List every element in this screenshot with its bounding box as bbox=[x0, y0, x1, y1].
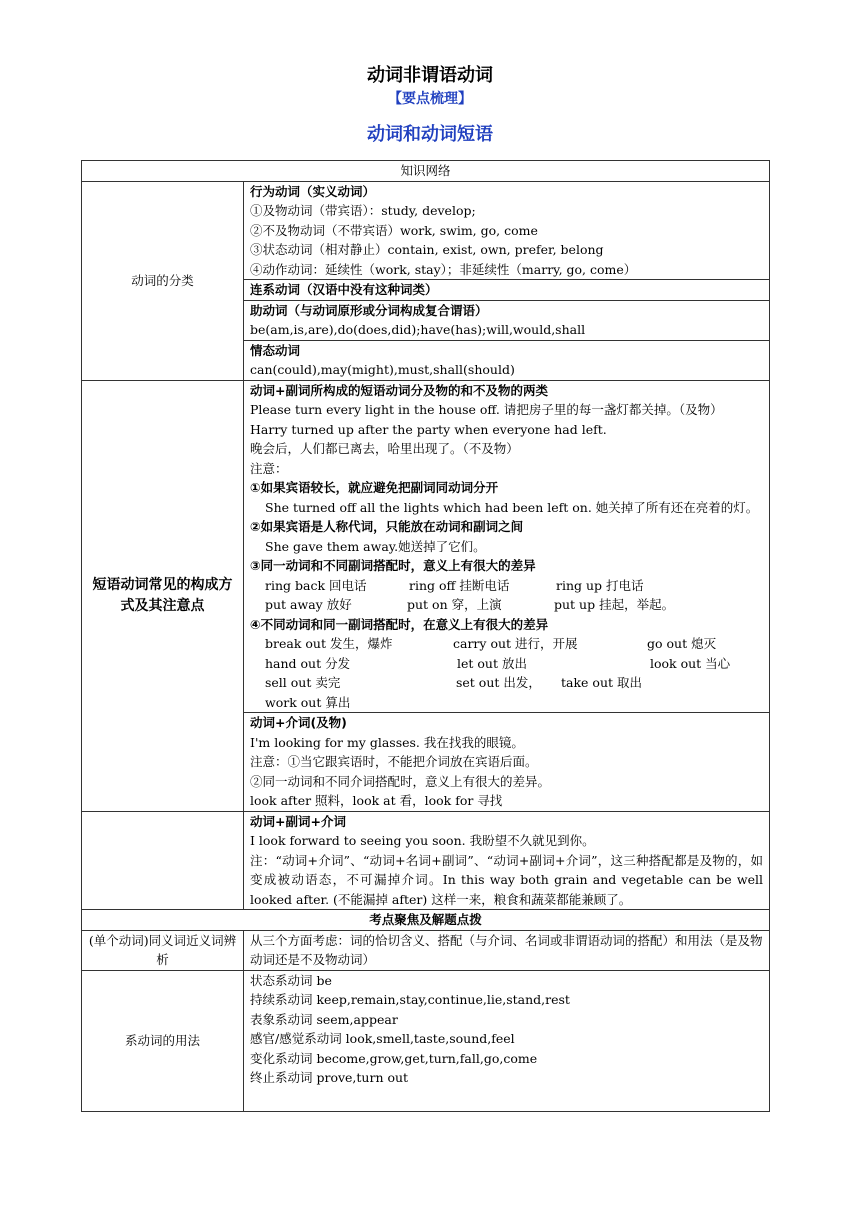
phrase-row bbox=[250, 654, 763, 674]
note-line: 注意：①当它跟宾语时，不能把介词放在宾语后面。 bbox=[250, 754, 538, 769]
note-line: ②同一动词和不同介词搭配时，意义上有很大的差异。 bbox=[250, 773, 551, 789]
page-subtitle: 【要点梳理】 bbox=[388, 91, 472, 107]
phrase-item: go out 熄灭 bbox=[647, 636, 717, 651]
page-title: 动词非谓语动词 bbox=[367, 65, 493, 86]
row-label-phrasal: 短语动词常见的构成方式及其注意点 bbox=[82, 380, 244, 811]
phrase-item: break out 发生，爆炸 bbox=[265, 636, 393, 651]
cell-auxiliary-verbs bbox=[244, 300, 770, 340]
example-line: I'm looking for my glasses. 我在找我的眼镜。 bbox=[250, 734, 524, 750]
cell-linking-verbs bbox=[244, 280, 770, 301]
cell-verb-adverb bbox=[244, 380, 770, 713]
cell-synonyms bbox=[244, 930, 770, 970]
table-header-row bbox=[82, 161, 770, 182]
phrase-item: ring up 打电话 bbox=[556, 577, 644, 593]
example-line: She turned off all the lights which had been left on. 她关掉了所有还在亮着的灯。 bbox=[265, 499, 759, 515]
knowledge-table bbox=[81, 160, 770, 1112]
example-line: She gave them away.她送掉了它们。 bbox=[265, 538, 486, 554]
phrase-item: set out 出发， bbox=[456, 675, 541, 690]
auxiliary-line: be(am,is,are),do(does,did);have(has);will,would,shall bbox=[250, 322, 586, 337]
phrase-row bbox=[250, 595, 763, 615]
table-header-focus: 考点聚焦及解题点拨 bbox=[82, 910, 770, 931]
table-row bbox=[82, 380, 770, 713]
row-label-linking-usage: 系动词的用法 bbox=[82, 970, 244, 1111]
modal-verbs-title: 情态动词 bbox=[250, 342, 301, 358]
row-label-classification: 动词的分类 bbox=[82, 181, 244, 380]
table-header-knowledge: 知识网络 bbox=[82, 161, 770, 182]
rule-4: ④不同动词和同一副词搭配时，在意义上有很大的差异 bbox=[250, 616, 549, 632]
phrase-item: ring back 回电话 bbox=[265, 577, 367, 593]
phrase-item: put away 放好 bbox=[265, 597, 352, 612]
phrase-item: look out 当心 bbox=[650, 655, 731, 671]
linking-line: 表象系动词 seem,appear bbox=[250, 1011, 398, 1027]
table-header-row bbox=[82, 910, 770, 931]
cell-linking-usage bbox=[244, 970, 770, 1111]
phrase-item: carry out 进行，开展 bbox=[453, 636, 578, 651]
phrase-item: put on 穿，上演 bbox=[407, 597, 502, 612]
example-line: 晚会后，人们都已离去，哈里出现了。（不及物） bbox=[250, 441, 519, 456]
section-title: 动词和动词短语 bbox=[367, 124, 493, 145]
cell-verb-adverb-preposition bbox=[244, 811, 770, 910]
phrase-item: take out 取出 bbox=[561, 675, 642, 690]
linking-line: 变化系动词 become,grow,get,turn,fall,go,come bbox=[250, 1050, 538, 1066]
phrase-item: hand out 分发 bbox=[265, 655, 351, 671]
note-label: 注意： bbox=[250, 460, 288, 476]
phrase-item: ring off 挂断电话 bbox=[409, 577, 510, 593]
phrase-item: let out 放出 bbox=[457, 655, 527, 671]
linking-line: 持续系动词 keep,remain,stay,continue,lie,stand,rest bbox=[250, 992, 570, 1007]
table-row bbox=[82, 811, 770, 910]
table-row bbox=[82, 970, 770, 1111]
example-line: look after 照料，look at 看，look for 寻找 bbox=[250, 793, 503, 808]
rule-2: ②如果宾语是人称代词，只能放在动词和副词之间 bbox=[250, 519, 524, 534]
cell-action-verbs bbox=[244, 181, 770, 280]
phrase-item: put up 挂起，举起。 bbox=[554, 597, 675, 612]
example-line: Harry turned up after the party when everyone had left. bbox=[250, 421, 607, 437]
linking-line: 终止系动词 prove,turn out bbox=[250, 1070, 409, 1085]
linking-line: 感官/感觉系动词 look,smell,taste,sound,feel bbox=[250, 1031, 515, 1046]
phrase-item: sell out 卖完 bbox=[265, 675, 341, 690]
action-line: ④动作动词：延续性（work, stay）；非延续性（marry, go, come） bbox=[250, 261, 637, 277]
phrase-row bbox=[250, 634, 763, 654]
action-line: ②不及物动词（不带宾语）work, swim, go, come bbox=[250, 222, 538, 238]
phrase-row bbox=[250, 673, 763, 693]
modal-line: can(could),may(might),must,shall(should) bbox=[250, 362, 515, 377]
auxiliary-verbs-title: 助动词（与动词原形或分词构成复合谓语） bbox=[250, 302, 488, 318]
rule-3: ③同一动词和不同副词搭配时，意义上有很大的差异 bbox=[250, 558, 536, 573]
phrase-row bbox=[250, 576, 763, 596]
verb-adverb-title: 动词+副词所构成的短语动词分及物的和不及物的两类 bbox=[250, 382, 548, 398]
row-label-empty bbox=[82, 811, 244, 910]
note-paragraph: 注：“动词+介词”、“动词+名词+副词”、“动词+副词+介词”，这三种搭配都是及物的，如变成被动语态，不可漏掉介词。In this way both grain and vegetable can be well looked after. (不能漏掉 after) 这样一来，粮食和蔬菜都能兼顾了。 bbox=[250, 852, 763, 907]
cell-verb-preposition bbox=[244, 713, 770, 812]
example-line: Please turn every light in the house off. 请把房子里的每一盏灯都关掉。（及物） bbox=[250, 402, 723, 417]
table-row bbox=[82, 930, 770, 970]
action-verbs-title: 行为动词（实义动词） bbox=[250, 183, 376, 199]
table-row bbox=[82, 181, 770, 280]
linking-verbs-title: 连系动词（汉语中没有这种词类） bbox=[250, 282, 438, 297]
action-line: ③状态动词（相对静止）contain, exist, own, prefer, belong bbox=[250, 242, 604, 257]
linking-line: 状态系动词 be bbox=[250, 972, 332, 988]
cell-modal-verbs bbox=[244, 340, 770, 380]
row-label-synonyms: (单个动词)同义词近义词辨析 bbox=[82, 930, 244, 970]
verb-adverb-preposition-title: 动词+副词+介词 bbox=[250, 813, 346, 829]
action-line: ①及物动词（带宾语）：study, develop; bbox=[250, 203, 476, 218]
verb-preposition-title: 动词+介词(及物) bbox=[250, 715, 347, 730]
rule-1: ①如果宾语较长，就应避免把副词同动词分开 bbox=[250, 480, 499, 495]
synonym-text: 从三个方面考虑：词的恰切含义、搭配（与介词、名词或非谓语动词的搭配）和用法（是及物动词还是不及物动词） bbox=[250, 932, 763, 967]
example-line: I look forward to seeing you soon. 我盼望不久就见到你。 bbox=[250, 833, 595, 848]
phrase-item: work out 算出 bbox=[265, 694, 351, 710]
